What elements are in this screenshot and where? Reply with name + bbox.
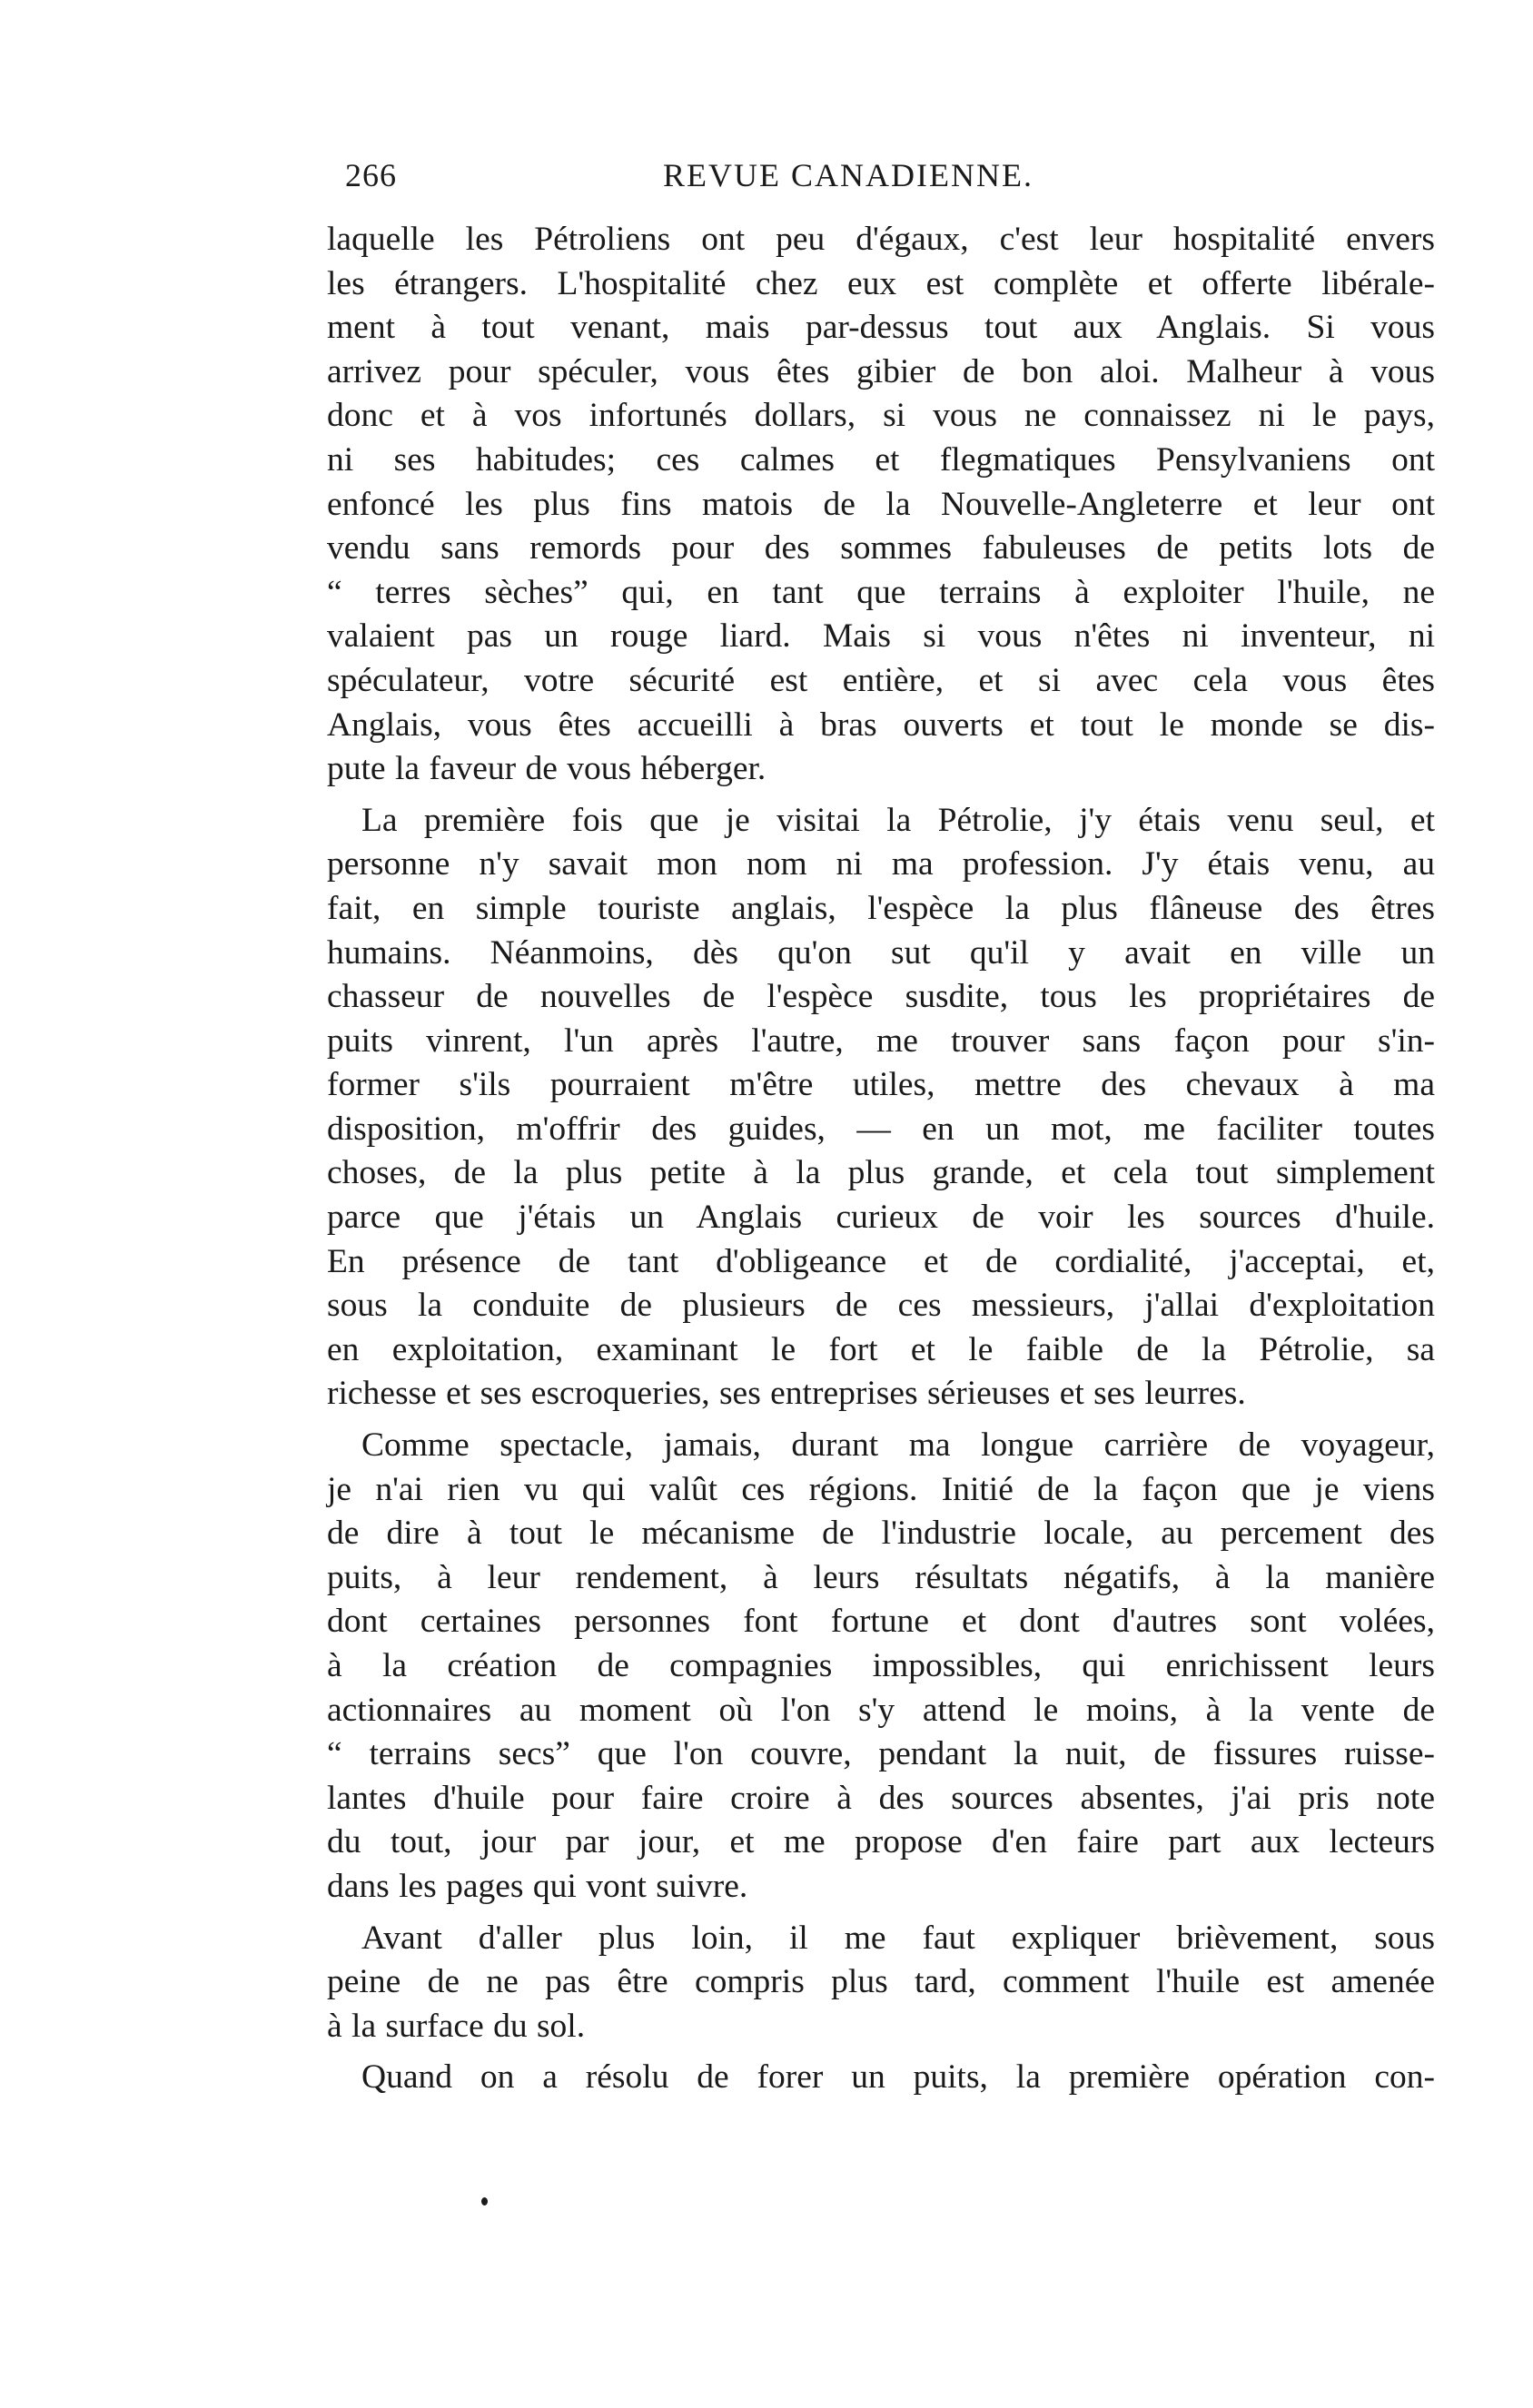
text-line: Comme spectacle, jamais, durant ma longue carrière de voyageur, bbox=[361, 1426, 1435, 1465]
text-line: Anglais, vous êtes accueilli à bras ouverts et tout le monde se dis- bbox=[327, 706, 1435, 744]
text-line: former s'ils pourraient m'être utiles, mettre des chevaux à ma bbox=[327, 1066, 1435, 1104]
text-line: dont certaines personnes font fortune et dont d'autres sont volées, bbox=[327, 1603, 1435, 1641]
text-line: à la création de compagnies impossibles, qui enrichissent leurs bbox=[327, 1647, 1435, 1684]
text-line: parce que j'étais un Anglais curieux de voir les sources d'huile. bbox=[327, 1199, 1435, 1237]
text-line: arrivez pour spéculer, vous êtes gibier de bon aloi. Malheur à vous bbox=[327, 352, 1435, 390]
text-line: puits, à leur rendement, à leurs résultats négatifs, à la manière bbox=[327, 1558, 1435, 1596]
text-line: donc et à vos infortunés dollars, si vous ne connaissez ni le pays, bbox=[327, 397, 1435, 435]
text-line: peine de ne pas être compris plus tard, comment l'huile est amenée bbox=[327, 1963, 1435, 2001]
text-line: les étrangers. L'hospitalité chez eux est complète et offerte libérale- bbox=[327, 264, 1435, 302]
text-line: chasseur de nouvelles de l'espèce susdite, tous les propriétaires de bbox=[327, 978, 1435, 1016]
text-line: à la surface du sol. bbox=[327, 2007, 586, 2045]
text-line: en exploitation, examinant le fort et le faible de la Pétrolie, sa bbox=[327, 1330, 1435, 1368]
text-line: ni ses habitudes; ces calmes et flegmatiques Pensylvaniens ont bbox=[327, 440, 1435, 479]
text-line: pute la faveur de vous héberger. bbox=[327, 750, 766, 788]
text-line: du tout, jour par jour, et me propose d'en faire part aux lecteurs bbox=[327, 1823, 1435, 1861]
text-line: fait, en simple touriste anglais, l'espèce la plus flâneuse des êtres bbox=[327, 889, 1435, 927]
text-line: Quand on a résolu de forer un puits, la première opération con- bbox=[361, 2058, 1435, 2097]
paragraph-3 bbox=[327, 1424, 1435, 1910]
text-line: ment à tout venant, mais par-dessus tout aux Anglais. Si vous bbox=[327, 309, 1435, 347]
text-line: La première fois que je visitai la Pétrolie, j'y étais venu seul, et bbox=[361, 801, 1435, 839]
text-line: valaient pas un rouge liard. Mais si vous n'êtes ni inventeur, ni bbox=[327, 617, 1435, 656]
text-line: humains. Néanmoins, dès qu'on sut qu'il y avait en ville un bbox=[327, 933, 1435, 972]
text-line: richesse et ses escroqueries, ses entreprises sérieuses et ses leurres. bbox=[327, 1375, 1246, 1413]
print-speck bbox=[481, 2197, 488, 2206]
paragraph-2 bbox=[327, 799, 1435, 1416]
running-head bbox=[327, 145, 1435, 209]
text-line: personne n'y savait mon nom ni ma profession. J'y étais venu, au bbox=[327, 845, 1435, 883]
text-line: spéculateur, votre sécurité est entière, et si avec cela vous êtes bbox=[327, 661, 1435, 699]
text-line: puits vinrent, l'un après l'autre, me trouver sans façon pour s'in- bbox=[327, 1021, 1435, 1060]
text-line: choses, de la plus petite à la plus grande, et cela tout simplement bbox=[327, 1154, 1435, 1192]
page-number: 266 bbox=[345, 157, 397, 193]
text-line: “ terrains secs” que l'on couvre, pendant la nuit, de fissures ruisse- bbox=[327, 1735, 1435, 1773]
paragraph-1 bbox=[327, 218, 1435, 792]
text-line: En présence de tant d'obligeance et de cordialité, j'acceptai, et, bbox=[327, 1242, 1435, 1280]
text-line: actionnaires au moment où l'on s'y attend le moins, à la vente de bbox=[327, 1691, 1435, 1729]
text-line: de dire à tout le mécanisme de l'industrie locale, au percement des bbox=[327, 1515, 1435, 1553]
text-line: je n'ai rien vu qui valût ces régions. Initié de la façon que je viens bbox=[327, 1470, 1435, 1508]
text-line: laquelle les Pétroliens ont peu d'égaux, c'est leur hospitalité envers bbox=[327, 221, 1435, 258]
paragraph-5 bbox=[327, 2056, 1435, 2100]
journal-title: REVUE CANADIENNE. bbox=[663, 157, 1034, 193]
text-line: Avant d'aller plus loin, il me faut expliquer brièvement, sous bbox=[361, 1919, 1435, 1957]
book-page bbox=[327, 145, 1435, 2107]
body-text bbox=[327, 218, 1435, 2100]
text-line: lantes d'huile pour faire croire à des sources absentes, j'ai pris note bbox=[327, 1779, 1435, 1817]
text-line: vendu sans remords pour des sommes fabuleuses de petits lots de bbox=[327, 529, 1435, 567]
text-line: sous la conduite de plusieurs de ces messieurs, j'allai d'exploitation bbox=[327, 1287, 1435, 1325]
text-line: “ terres sèches” qui, en tant que terrains à exploiter l'huile, ne bbox=[327, 573, 1435, 611]
text-line: dans les pages qui vont suivre. bbox=[327, 1867, 748, 1905]
text-line: disposition, m'offrir des guides, — en un mot, me faciliter toutes bbox=[327, 1110, 1435, 1148]
paragraph-4 bbox=[327, 1917, 1435, 2049]
text-line: enfoncé les plus fins matois de la Nouvelle-Angleterre et leur ont bbox=[327, 485, 1435, 523]
